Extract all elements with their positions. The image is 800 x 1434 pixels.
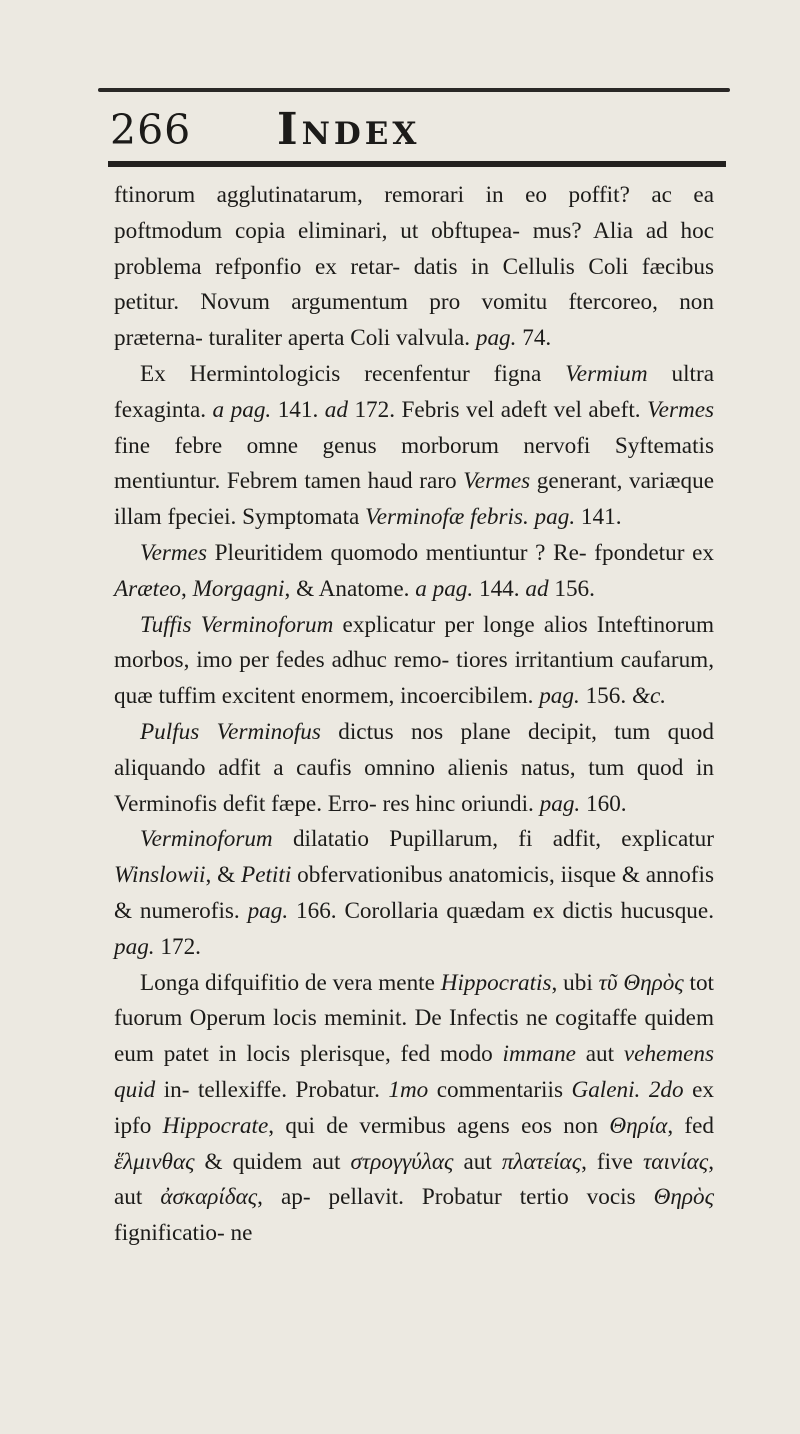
italic-term: ad <box>324 396 348 423</box>
entry-text: , <box>180 575 193 602</box>
italic-term: &c. <box>631 683 667 710</box>
entry-text: generant, variæque illam fpeciei. Symptomata <box>114 468 714 531</box>
entry-text: dilatatio Pupillarum, fi adfit, explicatur <box>272 826 714 853</box>
entry-text: , fed <box>667 1112 715 1139</box>
entry-text: 172. Febris vel adeft vel abeft. <box>347 396 648 423</box>
entry-text: tot fuorum Operum locis meminit. De Infectis ne cogitaffe quidem eum patet in locis plerisque, fed modo <box>114 969 715 1068</box>
italic-term: Galeni. 2do <box>571 1076 684 1103</box>
greek-term: ἕλμινθας <box>114 1148 195 1175</box>
entry-text: ultra fexaginta. <box>114 360 714 423</box>
entry-text: aut <box>453 1148 502 1175</box>
italic-term: Morgagni <box>192 575 285 602</box>
italic-term: Petiti <box>241 862 292 889</box>
italic-term: Verminofæ febris. pag. <box>365 504 576 531</box>
index-entry <box>114 536 714 608</box>
greek-term: πλατείας <box>501 1148 582 1175</box>
entry-text: ex ipfo <box>114 1076 714 1139</box>
index-entry <box>114 715 714 822</box>
entry-text: 166. Corollaria quædam ex dictis hucusque. <box>288 897 714 924</box>
italic-term: Aræteo <box>114 575 181 602</box>
italic-term: a pag. <box>212 396 272 423</box>
page-header <box>110 100 710 160</box>
entry-text: Ex Hermintologicis recenfentur figna <box>140 360 566 387</box>
entry-text: & quidem aut <box>194 1148 351 1175</box>
entry-text: obfervationibus anatomicis, iisque & annofis & numerofis. <box>114 862 714 924</box>
entry-text: , ap- pellavit. Probatur tertio vocis <box>257 1184 654 1211</box>
entry-text: , & <box>205 862 242 889</box>
entry-text: 160. <box>580 790 627 817</box>
italic-term: Hippocrate <box>162 1112 269 1139</box>
index-entry <box>114 966 714 1252</box>
entry-text: 141. <box>271 396 325 423</box>
italic-term: Hippocratis <box>440 969 552 996</box>
entry-text: 156. <box>548 575 595 602</box>
entry-text: fignificatio- ne <box>114 1220 253 1247</box>
entry-text: fine febre omne genus morborum nervofi Syftematis mentiuntur. Febrem tamen haud raro <box>114 432 714 495</box>
greek-term: τῦ Θηρὸς <box>598 969 684 996</box>
entry-text: aut <box>575 1041 624 1068</box>
entry-text: , five <box>581 1148 643 1175</box>
greek-term: Θηρὸς <box>653 1184 714 1211</box>
entry-text: 156. <box>579 683 632 710</box>
italic-term: pag. <box>539 683 580 710</box>
entry-text: Longa difquifitio de vera mente <box>140 969 441 996</box>
italic-term: Vermes <box>463 468 531 495</box>
italic-term: pag. <box>475 325 517 352</box>
italic-term: pag. <box>247 897 289 924</box>
entry-text: dictus nos plane decipit, tum quod aliquando adfit a caufis omnino alienis natus, tum quod in Verminofis defit fæpe. Erro- res hinc oriundi. <box>114 718 714 817</box>
entry-text: , ubi <box>551 969 599 996</box>
italic-term: vehemens quid <box>114 1041 714 1103</box>
index-entry <box>114 822 714 965</box>
entry-text: Pleuritidem quomodo mentiuntur ? Re- fpondetur ex <box>206 539 714 566</box>
index-entry <box>114 608 714 715</box>
italic-term: 1mo <box>388 1076 429 1103</box>
entry-text: explicatur per longe alios Inteftinorum morbos, imo per fedes adhuc remo- tiores irritantium caufarum, quæ tuffim excitent enormem, incoercibilem. <box>114 611 714 710</box>
greek-term: ταινίας <box>642 1148 709 1175</box>
italic-term: Pulfus Verminofus <box>140 718 321 745</box>
entry-text: in- tellexiffe. Probatur. <box>155 1076 389 1103</box>
greek-term: Θηρία <box>609 1112 668 1139</box>
entry-text: ftinorum agglutinatarum, remorari in eo poffit? ac ea poftmodum copia eliminari, ut obftupea- mus? Alia ad hoc problema refponfio ex retar- datis in Cellulis Coli fæcibus petitur. Novum argumentum pro vomitu ftercoreo, non præterna- turaliter aperta Coli valvula. <box>114 182 714 352</box>
entry-text: , qui de vermibus agens eos non <box>268 1112 610 1139</box>
greek-term: στρογγύλας <box>350 1148 454 1175</box>
entry-text: 74. <box>516 325 552 352</box>
italic-term: Vermium <box>565 360 648 387</box>
entry-text: commentariis <box>428 1076 572 1103</box>
index-entry <box>114 178 714 357</box>
italic-term: Vermes <box>140 539 207 566</box>
entry-text: , & Anatome. <box>284 575 416 602</box>
italic-term: Winslowii <box>114 862 206 889</box>
index-entries <box>114 178 714 1252</box>
page-number: 266 <box>110 106 192 154</box>
greek-term: ἀσκαρίδας <box>160 1184 258 1211</box>
italic-term: Vermes <box>647 396 715 423</box>
italic-term: ad <box>525 575 549 602</box>
italic-term: pag. <box>114 933 155 960</box>
entry-text: 144. <box>473 575 526 602</box>
header-rule <box>108 161 726 167</box>
entry-text: , aut <box>114 1148 714 1211</box>
italic-term: pag. <box>539 790 581 817</box>
italic-term: a pag. <box>415 575 474 602</box>
italic-term: immane <box>502 1041 576 1068</box>
entry-text: 172. <box>154 933 201 960</box>
italic-term: Verminoforum <box>140 826 273 853</box>
italic-term: Tuffis Verminoforum <box>140 611 334 638</box>
index-entry <box>114 357 714 536</box>
running-head: Index <box>277 104 421 155</box>
entry-text: 141. <box>575 504 622 531</box>
top-ornament-rule <box>98 88 730 92</box>
